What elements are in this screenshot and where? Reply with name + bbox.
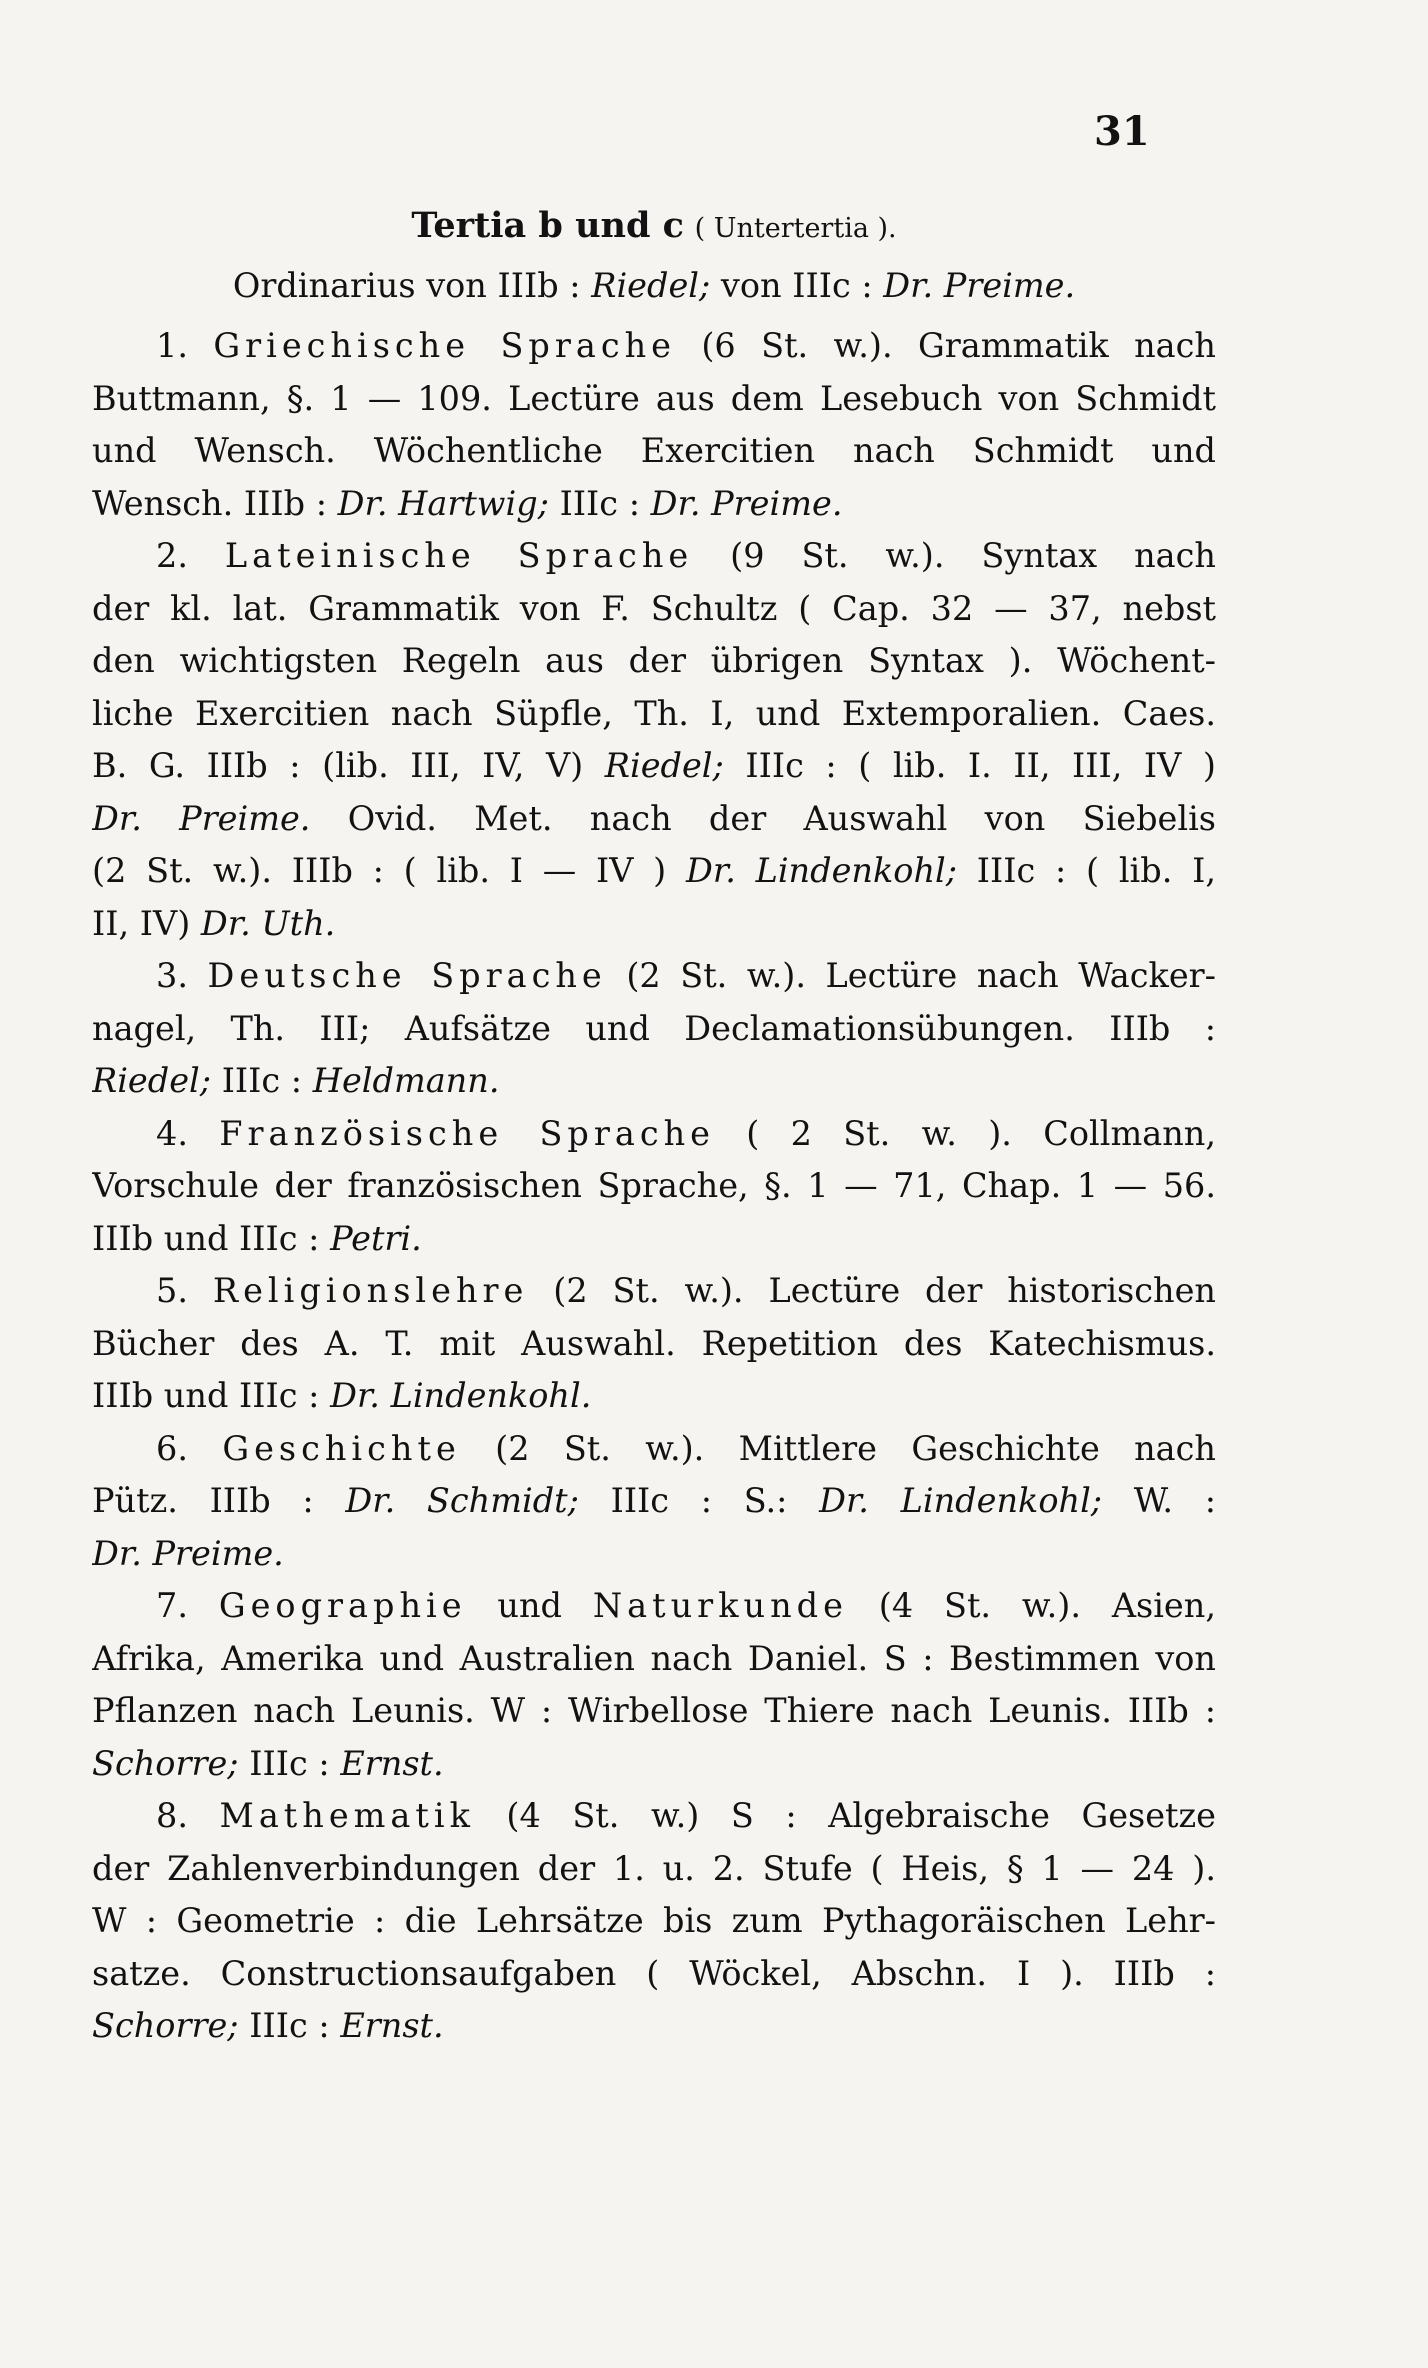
teacher-name: Ernst. bbox=[340, 2006, 444, 2045]
heading-title: Tertia b und c bbox=[411, 205, 684, 246]
teacher-name: Riedel; bbox=[604, 746, 724, 785]
text-line: nagel, Th. III; Aufsätze und Declamationsübungen. IIIb : bbox=[92, 1008, 1216, 1048]
teacher-name: Dr. Uth. bbox=[200, 903, 336, 943]
text-line bbox=[92, 320, 1216, 373]
text: IIIc : bbox=[238, 2006, 341, 2045]
item-number: 6. bbox=[156, 1428, 223, 1468]
subject-french bbox=[92, 1108, 1216, 1266]
document-body bbox=[92, 200, 1216, 2053]
text: IIIb und IIIc : bbox=[92, 1218, 331, 1258]
page-number: 31 bbox=[1094, 108, 1150, 155]
teacher-name: Riedel; bbox=[591, 265, 711, 305]
subject-title: Mathematik bbox=[219, 1796, 475, 1835]
item-number: 4. bbox=[156, 1113, 220, 1153]
text-line: Vorschule der französischen Sprache, §. 1 — 71, Chap. 1 — 56. bbox=[92, 1166, 1216, 1205]
subject-german bbox=[92, 950, 1216, 1108]
text: Pütz. IIIb : bbox=[92, 1481, 346, 1520]
teacher-name: Dr. Lindenkohl. bbox=[330, 1376, 592, 1415]
text-line bbox=[92, 1423, 1216, 1476]
subject-mathematics bbox=[92, 1790, 1216, 2053]
heading-subtitle: ( Untertertia ). bbox=[694, 213, 897, 244]
subject-title: Religionslehre bbox=[212, 1271, 529, 1310]
text-line: der Zahlenverbindungen der 1. u. 2. Stufe ( Heis, § 1 — 24 ). bbox=[92, 1848, 1216, 1888]
text-line bbox=[92, 530, 1216, 583]
subject-title: Naturkunde bbox=[592, 1586, 848, 1625]
text: B. G. IIIb : (lib. III, IV, V) bbox=[92, 746, 605, 785]
teacher-name: Heldmann. bbox=[312, 1061, 500, 1100]
text: und bbox=[466, 1586, 593, 1625]
text-line: den wichtigsten Regeln aus der übrigen Syntax ). Wöchent- bbox=[92, 641, 1216, 680]
text-line: Bücher des A. T. mit Auswahl. Repetition des Katechismus. bbox=[92, 1323, 1216, 1363]
item-number: 8. bbox=[156, 1796, 220, 1835]
teacher-name: Dr. Hartwig; bbox=[337, 483, 549, 523]
subject-greek bbox=[92, 320, 1216, 530]
teacher-name: Dr. Preime. bbox=[883, 265, 1076, 305]
item-number: 1. bbox=[156, 326, 214, 365]
section-heading bbox=[92, 200, 1216, 256]
teacher-name: Dr. Preime. bbox=[92, 1533, 284, 1573]
text: IIIc : ( lib. I, bbox=[957, 851, 1216, 890]
text-line bbox=[92, 478, 1216, 531]
text-line bbox=[92, 1055, 1216, 1108]
teacher-name: Dr. Lindenkohl; bbox=[686, 851, 958, 890]
text-line bbox=[92, 793, 1216, 846]
text-line bbox=[92, 1108, 1216, 1161]
text-line bbox=[92, 1528, 1216, 1581]
subject-title: Lateinische Sprache bbox=[224, 536, 694, 575]
teacher-name: Dr. Preime. bbox=[650, 483, 843, 523]
text: von IIIc : bbox=[710, 265, 884, 305]
teacher-name: Petri. bbox=[330, 1218, 422, 1258]
text-line bbox=[92, 1475, 1216, 1528]
subject-latin bbox=[92, 530, 1216, 950]
ordinarius-line bbox=[92, 260, 1216, 313]
text-line bbox=[92, 1370, 1216, 1423]
text: (4 St. w.). Asien, bbox=[847, 1586, 1216, 1625]
text: ( 2 St. w. ). Collmann, bbox=[714, 1113, 1216, 1153]
text-line bbox=[92, 1265, 1216, 1318]
text: (2 St. w.). Mittlere Geschichte nach bbox=[460, 1428, 1216, 1468]
text-line bbox=[92, 2000, 1216, 2053]
text-line bbox=[92, 1580, 1216, 1633]
text: (6 St. w.). Grammatik nach bbox=[675, 326, 1216, 365]
text: IIIb und IIIc : bbox=[92, 1376, 331, 1415]
text-line bbox=[92, 1738, 1216, 1791]
subject-geography bbox=[92, 1580, 1216, 1790]
text: IIIc : bbox=[238, 1743, 341, 1783]
text: (2 St. w.). Lectüre nach Wacker- bbox=[606, 956, 1216, 995]
teacher-name: Dr. Schmidt; bbox=[345, 1481, 579, 1520]
teacher-name: Dr. Lindenkohl; bbox=[819, 1481, 1103, 1520]
teacher-name: Ernst. bbox=[340, 1743, 444, 1783]
text: Ovid. Met. nach der Auswahl von Siebelis bbox=[310, 798, 1216, 838]
subject-religion bbox=[92, 1265, 1216, 1423]
subject-title: Französische Sprache bbox=[219, 1113, 715, 1153]
text-line bbox=[92, 740, 1216, 793]
text: Ordinarius von IIIb : bbox=[232, 265, 592, 305]
text-line: liche Exercitien nach Süpfle, Th. I, und Extemporalien. Caes. bbox=[92, 693, 1216, 733]
text-line bbox=[92, 845, 1216, 898]
text-line bbox=[92, 898, 1216, 951]
subject-history bbox=[92, 1423, 1216, 1581]
subject-title: Deutsche Sprache bbox=[207, 956, 607, 995]
text: (2 St. w.). Lectüre der historischen bbox=[528, 1271, 1216, 1310]
text: IIIc : ( lib. I. II, III, IV ) bbox=[723, 746, 1216, 785]
text: (4 St. w.) S : Algebraische Gesetze bbox=[474, 1796, 1216, 1835]
text: IIIc : bbox=[548, 483, 651, 523]
item-number: 7. bbox=[156, 1586, 219, 1625]
item-number: 3. bbox=[156, 956, 208, 995]
text-line bbox=[92, 950, 1216, 1003]
text: IIIc : bbox=[211, 1061, 313, 1100]
text-line: Pflanzen nach Leunis. W : Wirbellose Thiere nach Leunis. IIIb : bbox=[92, 1691, 1216, 1730]
text: (9 St. w.). Syntax nach bbox=[693, 536, 1216, 575]
text: II, IV) bbox=[92, 903, 201, 943]
text-line: der kl. lat. Grammatik von F. Schultz ( Cap. 32 — 37, nebst bbox=[92, 588, 1216, 628]
teacher-name: Schorre; bbox=[92, 2006, 239, 2045]
subject-title: Geschichte bbox=[222, 1428, 461, 1468]
text-line: Buttmann, §. 1 — 109. Lectüre aus dem Lesebuch von Schmidt bbox=[92, 378, 1216, 418]
text: IIIc : S.: bbox=[578, 1481, 820, 1520]
text-line: und Wensch. Wöchentliche Exercitien nach Schmidt und bbox=[92, 431, 1216, 470]
text: (2 St. w.). IIIb : ( lib. I — IV ) bbox=[92, 851, 686, 890]
subject-title: Griechische Sprache bbox=[213, 326, 676, 365]
text-line: W : Geometrie : die Lehrsätze bis zum Pythagoräischen Lehr- bbox=[92, 1901, 1216, 1940]
teacher-name: Schorre; bbox=[92, 1743, 239, 1783]
subject-title: Geographie bbox=[218, 1586, 467, 1625]
teacher-name: Riedel; bbox=[92, 1061, 212, 1100]
text-line bbox=[92, 1213, 1216, 1266]
text-line bbox=[92, 1790, 1216, 1843]
teacher-name: Dr. Preime. bbox=[92, 798, 311, 838]
item-number: 2. bbox=[156, 536, 225, 575]
item-number: 5. bbox=[156, 1271, 213, 1310]
text-line: satze. Constructionsaufgaben ( Wöckel, Abschn. I ). IIIb : bbox=[92, 1953, 1216, 1993]
text-line: Afrika, Amerika und Australien nach Daniel. S : Bestimmen von bbox=[92, 1638, 1216, 1678]
text: W. : bbox=[1102, 1481, 1216, 1520]
text: Wensch. IIIb : bbox=[92, 483, 338, 523]
